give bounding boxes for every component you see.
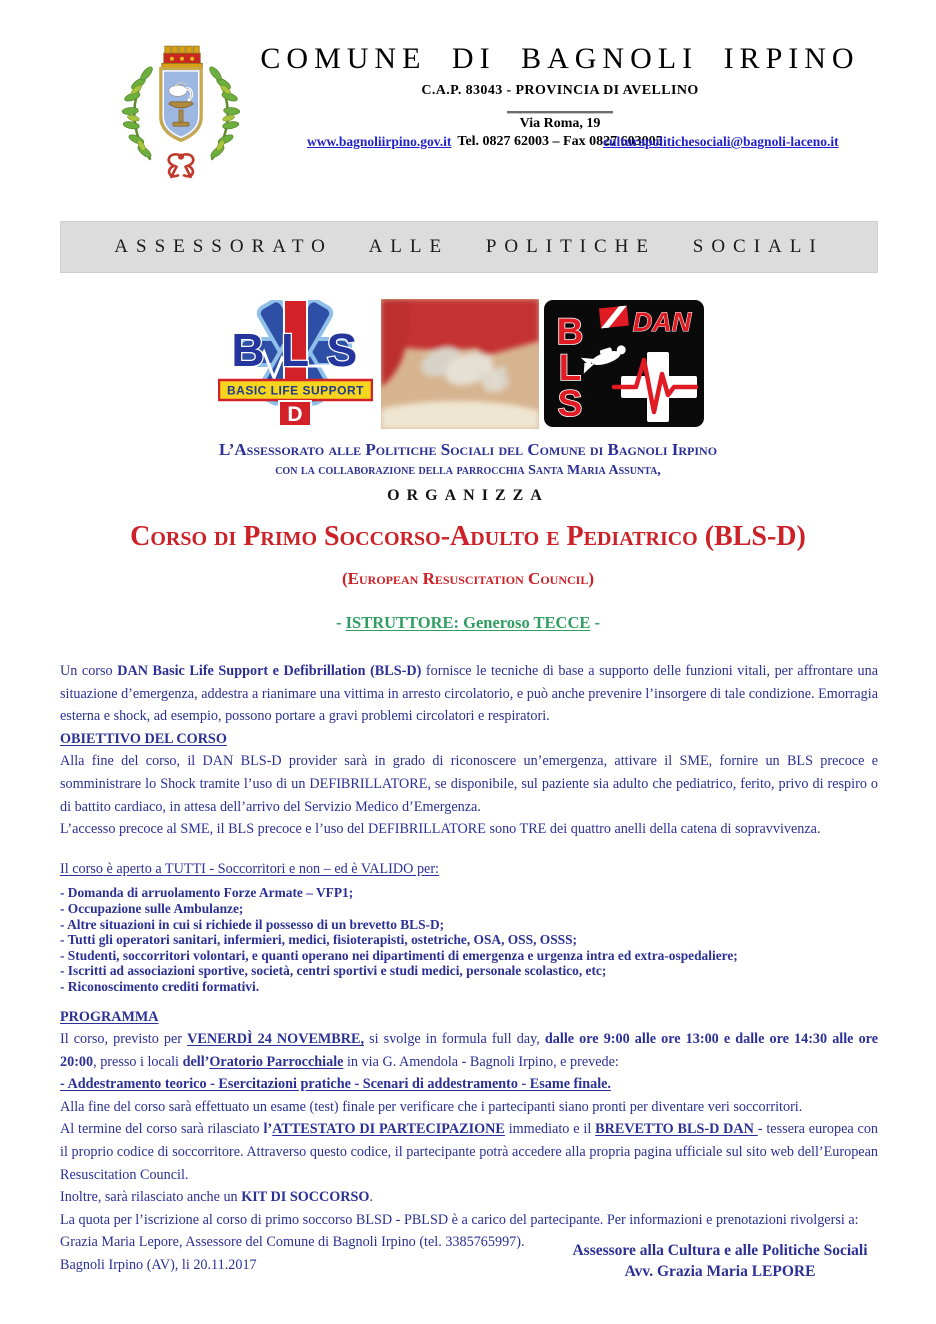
dan-letter-b: B: [556, 311, 584, 352]
coat-of-arms-icon: [116, 38, 246, 182]
description-text-2: fornisce le tecniche di base a supporto delle funzioni vitali, per affrontare una situazione d’emergenza, addestra a rianimare una vittima in arresto circolatorio, e può anche prevenire l’insorgere di tale condizione. Emorragia esterna e shock, ad esempio, possono portare a gravi problemi circolatori e respiratori.: [60, 663, 878, 725]
cpr-photo: [381, 299, 539, 429]
crown: [162, 46, 203, 68]
bls-letter-l: L: [280, 324, 310, 376]
schedule-venue: Oratorio Parrocchiale: [209, 1053, 344, 1070]
date-line: Bagnoli Irpino (AV), li 20.11.2017: [60, 1257, 257, 1274]
certificate-text: Al termine del corso sarà rilasciato: [60, 1121, 264, 1138]
department-banner: [60, 221, 878, 273]
signature-block: [555, 1240, 885, 1282]
dan-letter-s: S: [557, 383, 583, 424]
bls-letter-s: S: [326, 324, 358, 376]
list-item: - Domanda di arruolamento Forze Armate – VFP1;: [60, 885, 354, 901]
address-line: Via Roma, 19: [519, 116, 601, 131]
exam-line: Alla fine del corso sarà effettuato un esame (test) finale per verificare che i partecipanti siano pronti per diventare veri soccorritori.: [60, 1098, 803, 1115]
schedule-venue-prefix: dell’: [182, 1053, 210, 1070]
list-item: - Occupazione sulle Ambulanze;: [60, 900, 244, 916]
certificate-attestato: ATTESTATO DI PARTECIPAZIONE: [272, 1121, 505, 1138]
schedule-date: VENERDÌ 24 NOVEMBRE,: [187, 1031, 365, 1048]
bls-d-logo: [218, 300, 373, 427]
program-heading-text: PROGRAMMA: [60, 1008, 159, 1025]
kit-bold: KIT DI SOCCORSO: [241, 1189, 370, 1206]
organizza-label: ORGANIZZA: [387, 487, 549, 504]
course-subtitle: (European Resuscitation Council): [342, 569, 594, 588]
email-link[interactable]: culturapolitichesociali@bagnoli-laceno.it: [603, 134, 839, 149]
department-banner-text: ASSESSORATO ALLE POLITICHE SOCIALI: [114, 236, 824, 257]
course-title: Corso di Primo Soccorso-Adulto e Pediatrico (BLS-D): [130, 521, 806, 552]
list-item: - Studenti, soccorritori volontari, e quanti operano nei dipartimenti di emergenza e urgenza intra ed extra-ospedaliere;: [60, 947, 738, 963]
description-bold: DAN Basic Life Support e Defibrillation (BLS-D): [117, 663, 422, 679]
certificate-article: l’: [263, 1121, 273, 1138]
list-item: - Riconoscimento crediti formativi.: [60, 978, 260, 994]
course-description: [60, 660, 878, 728]
signature-role: Assessore alla Cultura e alle Politiche Sociali: [572, 1242, 868, 1259]
kit-text: Inoltre, sarà rilasciato anche un: [60, 1189, 242, 1206]
certificate-brevetto: BREVETTO BLS-D DAN: [595, 1121, 758, 1138]
program-content-line: [60, 1073, 878, 1096]
schedule-text: Il corso, previsto per: [60, 1031, 188, 1048]
certificate-text-3: - tessera europea con il proprio codice di soccorritore. Attraverso questo codice, il partecipante potrà accedere alla propria pagina ufficiale sul sito web dell’European Resuscitation Council.: [60, 1121, 879, 1183]
objective-heading: [60, 728, 878, 751]
telephone-line: Tel. 0827 62003 – Fax 0827 603005: [457, 134, 663, 149]
flyer-body: [60, 660, 878, 1277]
contact-line: Grazia Maria Lepore, Assessore del Comune di Bagnoli Irpino (tel. 3385765997).: [60, 1234, 525, 1251]
program-content-text: - Addestramento teorico - Esercitazioni pratiche - Scenari di addestramento - Esame finale.: [60, 1076, 611, 1093]
defib-letter-d: D: [287, 403, 303, 426]
bls-letter-b: B: [231, 324, 265, 376]
diver-down-flag: [599, 306, 629, 329]
header-divider: [507, 111, 613, 113]
instructor-line: [0, 613, 936, 633]
municipality-title: COMUNE DI BAGNOLI IRPINO: [260, 42, 860, 75]
list-item: - Altre situazioni in cui si richiede il possesso di un brevetto BLS-D;: [60, 916, 445, 932]
certificate-paragraph: [60, 1118, 878, 1186]
objective-heading-text: OBIETTIVO DEL CORSO: [60, 730, 227, 747]
fee-line: La quota per l’iscrizione al corso di primo soccorso BLSD - PBLSD è a carico del partecipante. Per informazioni e prenotazioni rivolgersi a:: [60, 1211, 859, 1228]
cap-province-line: C.A.P. 83043 - PROVINCIA DI AVELLINO: [421, 83, 699, 98]
dan-bls-logo: [544, 300, 704, 427]
signature-name: Avv. Grazia Maria LEPORE: [624, 1263, 816, 1280]
organizer-line: L’Assessorato alle Politiche Sociali del Comune di Bagnoli Irpino: [218, 440, 718, 459]
open-to-heading-text: Il corso è aperto a TUTTI - Soccorritori e non – ed è VALIDO per:: [60, 860, 440, 877]
instructor-dash-left: -: [335, 613, 346, 632]
website-link[interactable]: www.bagnoliirpino.gov.it: [307, 134, 452, 149]
schedule-text-2: si svolge in formula full day,: [364, 1031, 545, 1048]
collaboration-line: con la collaborazione della parrocchia Santa Maria Assunta,: [275, 463, 661, 478]
kit-line: [60, 1186, 878, 1209]
schedule-text-3: , presso i locali: [93, 1053, 183, 1070]
schedule-paragraph: [60, 1028, 878, 1073]
open-to-heading: [60, 858, 878, 881]
list-item: - Tutti gli operatori sanitari, infermieri, medici, fisioterapisti, ostetriche, OSA, OSS, OSSS;: [60, 932, 577, 948]
schedule-hours: dalle ore 9:00 alle ore 13:00 e dalle ore 14:30 alle ore 20:00: [60, 1031, 879, 1070]
instructor-dash-right: -: [590, 613, 601, 632]
chain-of-survival-line: L’accesso precoce al SME, il BLS precoce e l’uso del DEFIBRILLATORE sono TRE dei quattro anelli della catena di sopravvivenza.: [60, 821, 821, 838]
schedule-text-4: in via G. Amendola - Bagnoli Irpino, e prevede:: [343, 1053, 619, 1070]
objective-paragraph: Alla fine del corso, il DAN BLS-D provider sarà in grado di riconoscere un’emergenza, attivare il SME, fornire un BLS precoce e somministrare lo Shock tramite l’uso di un DEFIBRILLATORE, se disponibile, sul paziente sia adulto che pediatrico, ferito, privo di respiro o di battito cardiaco, in attesa dell’arrivo del Servizio Medico d’Emergenza.: [60, 753, 878, 815]
certificate-text-2: immediato e il: [504, 1121, 596, 1138]
dan-letter-l: L: [558, 347, 582, 388]
list-item: - Iscritti ad associazioni sportive, società, centri sportivi e studi medici, personale scolastico, etc;: [60, 963, 607, 979]
instructor-name: ISTRUTTORE: Generoso TECCE: [345, 613, 591, 632]
valid-for-list: [60, 885, 878, 994]
kit-period: .: [369, 1189, 373, 1206]
dan-brand-text: DAN: [632, 307, 692, 337]
program-heading: [60, 1006, 878, 1029]
description-text: Un corso: [60, 663, 118, 679]
basic-life-support-text: BASIC LIFE SUPPORT: [226, 383, 365, 398]
